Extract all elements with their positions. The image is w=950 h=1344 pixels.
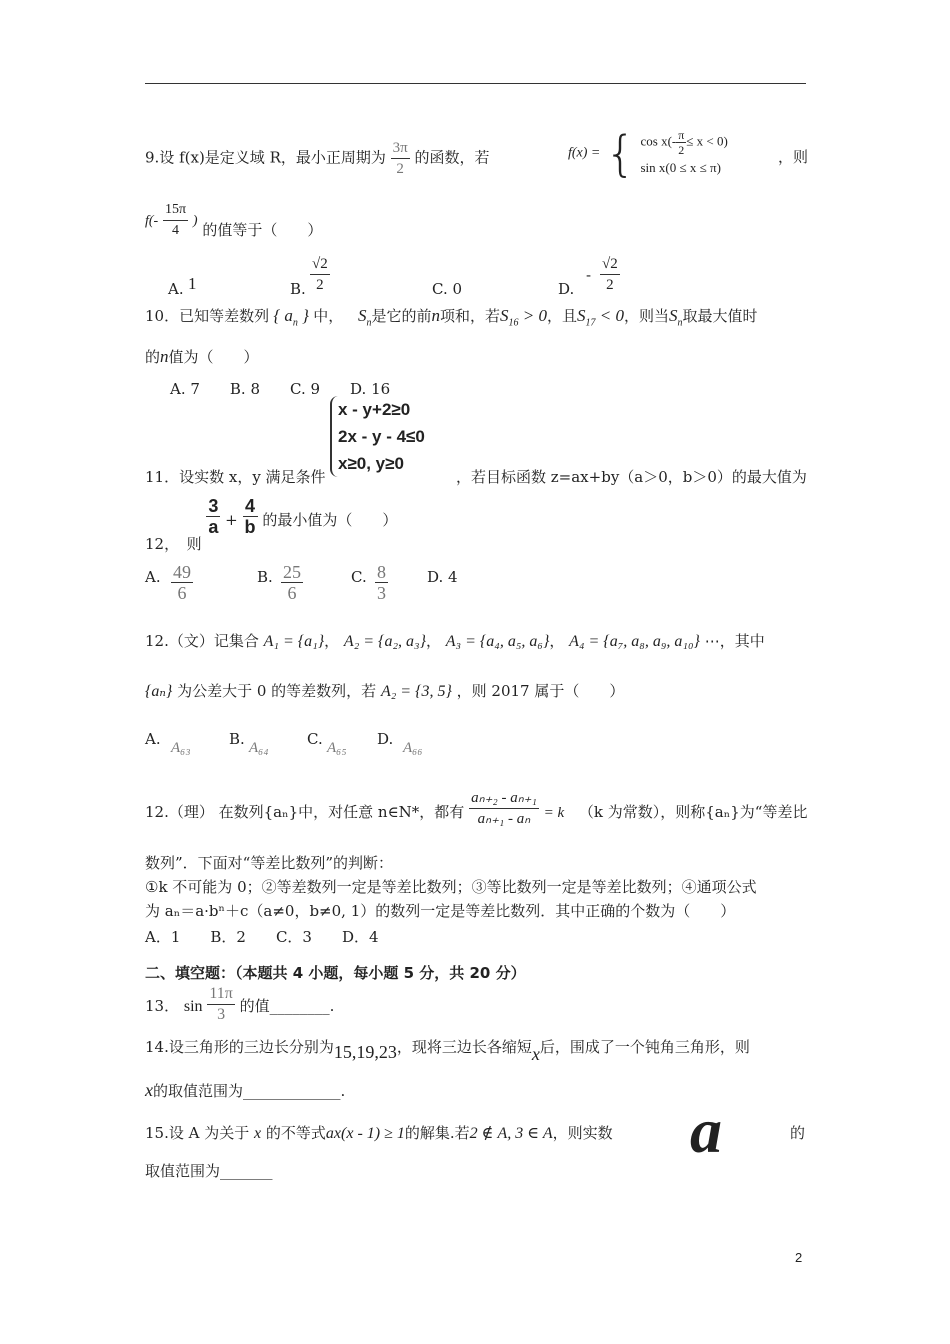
q9-cases (640, 128, 727, 179)
question-10-line2: 的n值为（ ） (145, 347, 259, 366)
question-15-line2: 取值范围为_______ (145, 1162, 273, 1180)
q9-lead: 9.设 f(x)是定义域 R，最小正周期为 (145, 148, 386, 167)
q11-frac-3a: $\frac{3}{a}$ (208, 496, 219, 537)
q9-period-num: 3π (391, 138, 410, 159)
question-12w-line1: 12.（文）记集合 A₁ = {a₁}， A₂ = {a₂, a₃}， A₃ = {a₄, a₅, a₆}， A₄ = {a₇, a₈, a₉, a₁₀} ⋯，其中 (145, 632, 765, 650)
q11-frac-4b: $\frac{4}{b}$ (244, 496, 256, 537)
question-9-line1 (145, 138, 490, 179)
q12l-options: A．1 B．2 C．3 D．4 (145, 928, 379, 946)
question-12l-line4: 为 aₙ＝a·bⁿ＋c（a≠0，b≠0, 1）的数列一定是等差比数列．其中正确的个数为（ ） (145, 902, 736, 920)
q11-ineq-3: x≥0, y≥0 (338, 454, 404, 473)
q9-period-fraction (391, 138, 410, 179)
section-2-heading: 二、填空题：（本题共 4 小题，每小题 5 分，共 20 分） (145, 964, 526, 982)
q9-opt-d-frac: $\frac{√2}{2}$ (602, 256, 618, 293)
q10-options: A. 7 B. 8 C. 9 D. 16 (170, 380, 391, 398)
q12l-frac: $\frac{\text{aₙ₊₂ - aₙ₊₁}}{\text{aₙ₊₁ - aₙ}}$ (471, 790, 537, 827)
q9-mid: 的函数，若 (414, 148, 490, 167)
q9-case2: sin x(0 ≤ x ≤ π) (640, 160, 721, 175)
question-14-line2: x的取值范围为_____________. (145, 1080, 346, 1100)
question-11-line2: 12， 则 $\frac{3}{a}$ + $\frac{4}{b}$ 的最小值为（ ） (145, 496, 398, 553)
header-rule (145, 83, 806, 84)
question-9-line2: f(- $\frac{15\pi}{4}$ ) 的值等于（ ） (145, 200, 322, 241)
q13-frac: $\frac{11\pi}{3}$ (209, 985, 233, 1023)
question-12l-line1: 12.（理） 在数列{aₙ}中，对任意 n∈N*，都有 $\frac{\text{aₙ₊₂ - aₙ₊₁}}{\text{aₙ₊₁ - aₙ}}$ = k （k 为常数），则称{aₙ}为“等差比 (145, 790, 808, 827)
question-14-line1: 14.设三角形的三边长分别为15,19,23，现将三边长各缩短x后，围成了一个钝角三角形，则 (145, 1038, 750, 1064)
q9-period-den: 2 (396, 161, 404, 177)
question-15-line1: 15.设 A 为关于 x 的不等式ax(x - 1) ≥ 1的解集.若2 ∉ A, 3 ∈ A，则实数 (145, 1124, 613, 1142)
q11-opt-c-frac: $\frac{8}{3}$ (377, 562, 386, 603)
q9-opt-a: A. (168, 280, 184, 298)
q15-big-a: a (690, 1095, 720, 1166)
q9-f-fraction: $\frac{15\pi}{4}$ (165, 202, 187, 238)
question-11-line1-tail: ，若目标函数 z=ax+by（a＞0，b＞0）的最大值为 (456, 468, 807, 486)
q9-f-pre: f(- (145, 213, 159, 229)
q11-opt-a-frac: $\frac{49}{6}$ (173, 562, 191, 603)
q9-brace: { (605, 125, 636, 182)
q11-ineq-2: 2x - y - 4≤0 (338, 427, 425, 446)
question-12l-line3: ①k 不可能为 0；②等差数列一定是等差比数列；③等比数列一定是等差比数列；④通项公式 (145, 878, 757, 896)
q9-piecewise (568, 125, 728, 182)
q9-opt-b-frac: $\frac{√2}{2}$ (312, 256, 328, 293)
question-13: 13． sin $\frac{11\pi}{3}$ 的值________. (145, 985, 335, 1023)
q9-case1: cos x(- $\frac{\pi}{2}$ ≤ x < 0) (640, 128, 728, 157)
page-number: 2 (795, 1250, 803, 1265)
question-12l-line2: 数列”．下面对“等差比数列”的判断： (145, 854, 394, 872)
question-12w-line2: {aₙ} 为公差大于 0 的等差数列，若 A₂ = {3, 5} ，则 2017 属于（ ） (145, 682, 625, 700)
q9-then: ，则 (778, 148, 809, 166)
q11-system (330, 396, 425, 477)
q9-fx: f(x) = (568, 145, 601, 161)
q9-opt-b: B. (290, 280, 306, 298)
q11-opt-b-frac: $\frac{25}{6}$ (283, 562, 301, 603)
q9-opt-d: D. (558, 280, 575, 298)
q15-tail: 的 (790, 1124, 806, 1142)
q9-tail: 的值等于（ ） (202, 220, 323, 239)
q11-ineq-1: x - y+2≥0 (338, 400, 411, 419)
q9-opt-c: C. 0 (432, 280, 463, 298)
question-10-line1: 10．已知等差数列 { $a_n$ } 中， $S_n$是它的前n项和，若$S_{16} > 0$，且$S_{17} < 0$，则当$S_n$取最大值时 (145, 306, 758, 329)
question-11-line1: 11．设实数 x，y 满足条件 (145, 468, 326, 486)
